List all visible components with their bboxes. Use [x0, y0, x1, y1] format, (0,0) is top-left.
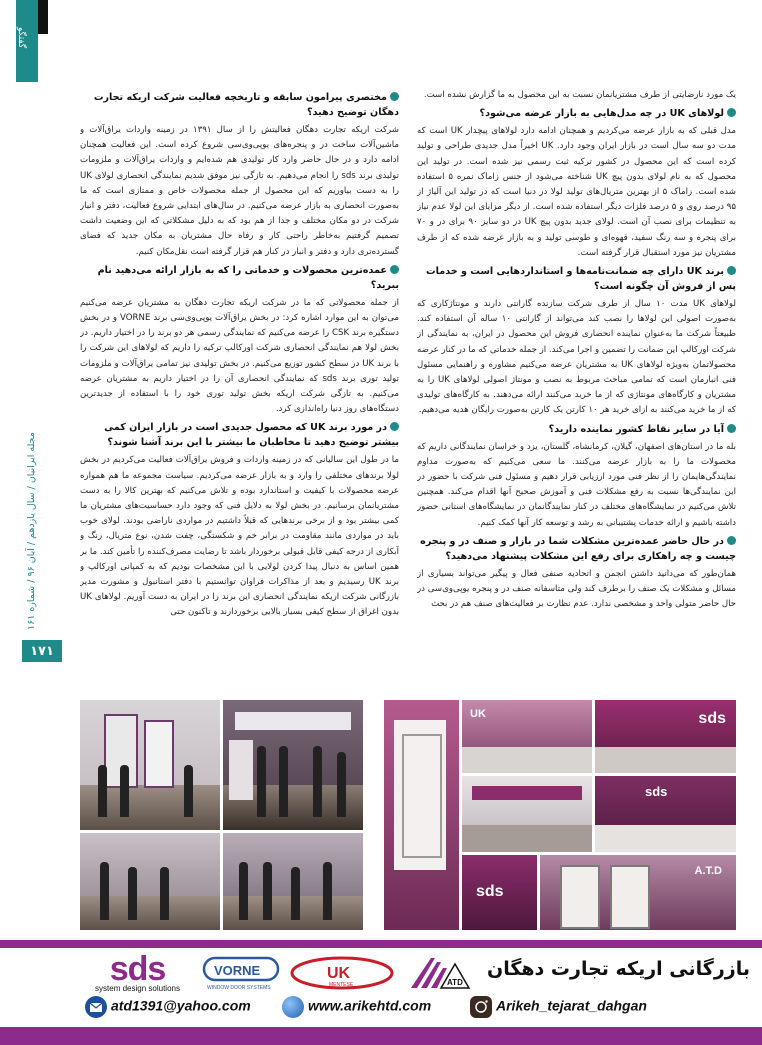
footer-bottom-bar: [0, 1027, 762, 1045]
section-question: [80, 420, 399, 450]
photo-booth-tall: [384, 700, 459, 930]
question-bullet-icon: [390, 422, 399, 431]
uk-logo-text: UK: [327, 965, 351, 982]
section-question: [417, 422, 736, 437]
issue-info: مجله ایرانیان / سال یازدهم / آبان ۹۶ / شماره ۱۶۱: [26, 432, 37, 630]
globe-icon: [282, 996, 304, 1018]
vorne-logo-text: VORNE: [214, 963, 261, 978]
photo-collage-right: [384, 700, 736, 930]
photo-meeting: [80, 833, 220, 930]
instagram-icon: [470, 996, 492, 1018]
atd-logo-text: ATD: [447, 978, 463, 987]
article-column-left: [417, 88, 736, 670]
sds-logo-text: sds: [109, 949, 166, 988]
section-question: [80, 263, 399, 293]
body-paragraph: از جمله محصولاتی که ما در شرکت اریکه تجارت دهگان به مشتریان عرضه می‌کنیم می‌توان به این موارد اشاره کرد: در بخش یراق‌آلات یوپی‌وی‌سی برند VORNE و در بخش دستگیره برند CSK را عرضه می‌کنیم که نمایندگی رسمی هر دو برند را در اختیار داریم. در بخش لولا هم نمایندگی انحصاری شرکت اورکالپ ترکیه را داریم که لولاهای این شرکت را با برند UK در سطح کشور توزیع می‌کنیم. در بخش تولیدی نیز تمامی یراق‌آلات و ملزومات تولید توری برند sds که نمایندگی انحصاری آن را در اختیار داریم به مشتریان عرضه می‌کنیم. به تازگی شرکت اریکه بخش تولید توری خود را با استفاده از جدیدترین دستگاه‌های روز دنیا راه‌اندازی کرد.: [80, 297, 399, 415]
atd-badge: A.T.D: [694, 865, 722, 877]
email-text[interactable]: atd1391@yahoo.com: [111, 997, 251, 1014]
body-paragraph: مدل قبلی که به بازار عرضه می‌کردیم و همچنان ادامه دارد لولاهای پیچدار UK است که مدت دو سه سال است در بازار ایران وجود دارد. UK اخیراً مدل جدیدی طراحی و تولید کرده است که این محصول در کشور ترکیه ثبت رسمی نیز شده است. در تولید این محصول که به نام لولای بدون پیچ UK شناخته می‌شود از جنس زاماک نمره ۵ استفاده شده است. زاماک ۵ از بهترین متریال‌های تولید لولا در دنیا است که در تولید این آلیاژ از ۹۵ درصد روی و ۵ درصد فلزات دیگر استفاده شده است. از دیگر مزایای این لولا عدم نیاز به تنظیمات برای نصب آن است. لولای جدید بدون پیچ UK در دو سایز ۹۰ برای در و ۷۰ برای پنجره و سه رنگ سفید، قهوه‌ای و طوسی تولید و به بازار عرضه شده که از طرف مشتریان نیز مورد استقبال قرار گرفته است.: [417, 126, 736, 258]
sds-logo-sub: system design solutions: [95, 983, 180, 993]
question-bullet-icon: [727, 266, 736, 275]
question-bullet-icon: [727, 108, 736, 117]
sds-badge: sds: [645, 784, 668, 799]
website-text[interactable]: www.arikehtd.com: [308, 997, 432, 1014]
uk-logo-icon: [287, 954, 397, 992]
photo-expo-booth: [80, 700, 220, 830]
sds-logo: [80, 949, 195, 993]
section-tab-label: گفتگو: [16, 27, 26, 49]
section-question: [417, 106, 736, 121]
question-bullet-icon: [390, 92, 399, 101]
uk-logo-sub: MENTEŞE: [329, 982, 354, 988]
footer-top-bar: [0, 940, 762, 948]
photo-booth-wide: [595, 776, 736, 852]
body-paragraph: لولاهای UK مدت ۱۰ سال از طرف شرکت سازنده گارانتی دارند و مونتاژکاری که به‌صورت اصولی این لولاها را نصب کند می‌تواند از گارانتی ۱۰ ساله آن استفاده کند. طبیعتاً شرکت ما به‌عنوان نماینده انحصاری فروش این محصول در ایران، به نمایندگی از شرکت اورکالپ این ضمانت را تضمین و اجرا می‌کند. از جمله خدماتی که ما در کنار عرضه محصولاتمان به‌ویژه لولاهای UK به مشتریان عرضه می‌کنیم مشاوره و راهنمایی مسئول فنی انبارمان است که تمامی مباحث مربوط به نصب و مونتاژ اصولی لولاهای UK را به مشتریان و کارگاه‌های مونتاژی که از ما خرید می‌کنند ارائه می‌دهند. به کارگاه‌های تولیدی که از ما خرید می‌کنند به ازای خرید هر ۱۰ کارتن یک کارتن به‌صورت رایگان هدیه می‌دهیم.: [417, 299, 736, 416]
photo-visitors: [223, 700, 363, 830]
question-bullet-icon: [727, 536, 736, 545]
question-text: لولاهای UK در چه مدل‌هایی به بازار عرضه می‌شود؟: [479, 108, 724, 120]
section-question: [417, 534, 736, 564]
question-text: عمده‌ترین محصولات و خدماتی را که به بازار ارائه می‌دهید نام ببرید؟: [97, 264, 399, 291]
photo-booth-table: [462, 776, 592, 852]
section-question: [80, 90, 399, 120]
sds-badge: sds: [476, 883, 504, 900]
uk-logo: [286, 954, 398, 992]
instagram-text[interactable]: Arikeh_tejarat_dahgan: [496, 997, 647, 1014]
page-number: ۱۷۱: [22, 640, 62, 662]
question-text: در مورد برند UK که محصول جدیدی است در بازار ایران کمی بیشتر توضیح دهید تا مخاطبان ما بیشتر با این برند آشنا شوند؟: [104, 422, 399, 449]
article-body: [80, 88, 736, 670]
atd-logo-icon: [407, 954, 473, 992]
vorne-logo-icon: [201, 954, 281, 992]
article-column-right: [80, 88, 399, 670]
atd-logo: [405, 954, 475, 992]
photo-booth-front: [462, 700, 592, 773]
body-paragraph: یک مورد نارضایتی از طرف مشتریانمان نسبت به این محصول به ما گزارش نشده است.: [423, 90, 736, 100]
question-bullet-icon: [390, 265, 399, 274]
sds-badge: sds: [698, 710, 726, 727]
instagram-contact[interactable]: [470, 996, 647, 1018]
question-text: آیا در سایر نقاط کشور نماینده دارید؟: [548, 423, 724, 435]
section-question: [417, 264, 736, 294]
body-paragraph: همان‌طور که می‌دانید داشتن انجمن و اتحادیه صنفی فعال و پیگیر می‌تواند بسیاری از مسائل و مشکلات یک صنف را برطرف کند ولی متاسفانه صنف در و پنجره یوپی‌وی‌سی در حال حاضر متولی واحد و مشخصی ندارد. عدم نظارت بر فعالیت‌های صنف هم در بحث: [417, 568, 736, 610]
photo-sds-wall: [462, 855, 537, 930]
email-icon: [85, 996, 107, 1018]
company-name: بازرگانی اریکه تجارت دهگان: [486, 958, 750, 980]
body-paragraph: شرکت اریکه تجارت دهگان فعالیتش را از سال ۱۳۹۱ در زمینه واردات یراق‌آلات و ماشین‌آلات ساخت در و پنجره‌های یوپی‌وی‌سی شروع کرده است. این فعالیت همچنان ادامه دارد و در حال حاضر وارد کار تولیدی هم شده‌ایم و واردات یراق‌آلات و ملزومات تولیدی برند sds را انجام می‌دهیم. به تازگی نیز موفق شدیم نمایندگی انحصاری لولای UK را به دست بیاوریم که این محصول از جمله محصولات خاص و ممتازی است که ما به‌صورت انحصاری به بازار عرضه می‌کنیم. در سال‌های ابتدایی شروع فعالیت، دفتر و انبار شرکت در دو مکان مختلف و جدا از هم بود که به دلیل مشکلاتی که این وضعیت داشت تصمیم گرفتیم به‌خاطر راحتی کار و رفاه حال مشتریان به مکان جدید که فضای گسترده‌تری دارد و دفتر و انبار در کنار هم قرار گرفته است نقل‌مکان کنیم.: [80, 125, 399, 257]
photo-booth-doors: [540, 855, 736, 930]
question-text: برند UK دارای چه ضمانت‌نامه‌ها و استانداردهایی است و خدمات پس از فروش آن چگونه است؟: [426, 266, 736, 293]
photo-crowd: [223, 833, 363, 930]
question-text: در حال حاضر عمده‌ترین مشکلات شما در بازار و صنف در و پنجره چیست و چه راهکاری برای رفع این مشکلات پیشنهاد می‌دهید؟: [420, 535, 736, 562]
section-tab: [16, 0, 38, 82]
body-paragraph: ما در طول این سالیانی که در زمینه واردات و فروش یراق‌آلات فعالیت می‌کردیم در بخش لولا برندهای مختلفی را وارد و به بازار عرضه می‌کردیم. سیاست مجموعه ما هم همواره عرضه محصولات با کیفیت و استاندارد بوده و تلاش می‌کنیم که بهترین کالا را به دست مشتریانمان برسانیم. در بخش لولا به دلایل فنی که وجود دارد حساسیت‌های مشتریان ما کمی بیشتر بود و از برخی برندهایی که قبلاً داشتیم در مواردی ناراضی بودند. لولای خوب باید در مواردی مانند مقاومت در برابر خم و شکستگی، چفت شدن، نوع متریال، رنگ و آبکاری از درجه کیفی قابل قبولی برخوردار باشد تا رضایت مصرف‌کننده را تأمین کند. ما بر همین اساس به دنبال پیدا کردن لولایی با این مشخصات بودیم که به کمپانی اورکالپ و برند UK رسیدیم و بعد از مذاکرات فراوان توانستیم با دفتر استانبول و مشورت مدیر بازرگانی شرکت اریکه نمایندگی انحصاری این برند را در ایران به دست آوریم. لولاهای UK بدون اغراق از سطح کیفی بسیار بالایی برخوردارند و تاکنون حتی: [80, 455, 399, 618]
photo-collage-left: [80, 700, 363, 930]
vorne-logo-sub: WINDOW DOOR SYSTEMS: [207, 985, 271, 991]
website-contact[interactable]: [282, 996, 431, 1018]
photo-booth-sign: [595, 700, 736, 773]
sds-badge: UK: [470, 708, 486, 720]
question-text: مختصری پیرامون سابقه و تاریخچه فعالیت شرکت اریکه تجارت دهگان توضیح دهید؟: [93, 92, 399, 118]
body-paragraph: بله ما در استان‌های اصفهان، گیلان، کرمانشاه، گلستان، یزد و خراسان نمایندگانی داریم که محصولات ما را به بازار عرضه می‌کنند. ما سعی می‌کنیم که به‌صورت مداوم نمایندگی‌هایمان را از نظر فنی مورد ارزیابی قرار دهیم و مسئول فنی شرکت با حضور در این نمایندگی‌ها نسبت به رفع مشکلات فنی و آموزش صحیح آنها اقدام می‌کند. همچنین تلاش می‌کنیم در نمایشگاه‌های مختلف در کنار نمایندگانمان در نمایشگاه‌های استانی حضور داشته باشیم و ارائه خدمات پشتیبانی به رشد و توسعه کار آنها کمک کنیم.: [417, 441, 736, 528]
email-contact[interactable]: [85, 996, 251, 1018]
vorne-logo: [200, 954, 282, 992]
question-bullet-icon: [727, 424, 736, 433]
